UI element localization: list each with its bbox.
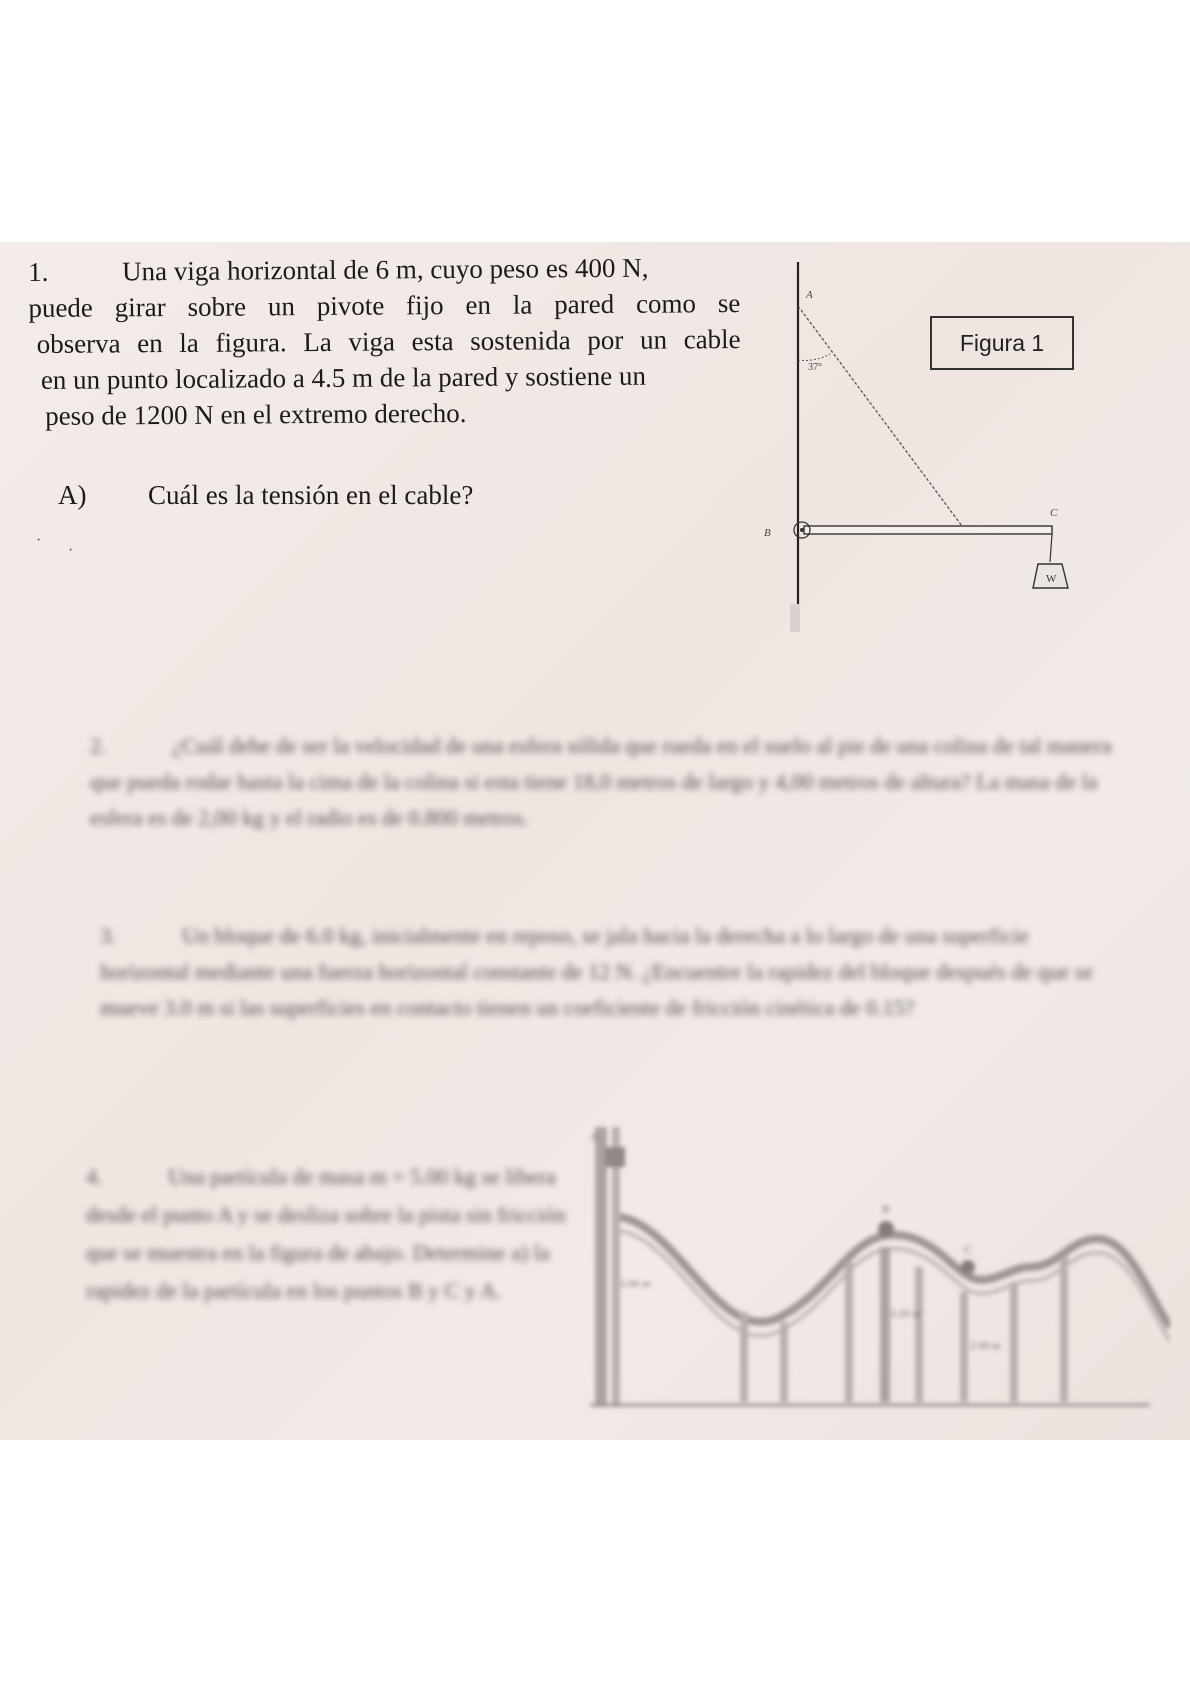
problem-4-track-figure — [590, 1117, 1170, 1417]
problem-1-line-1: 1. Una viga horizontal de 6 m, cuyo peso es 400 N, — [28, 249, 740, 290]
problem-1-statement — [28, 249, 741, 434]
problem-3-text: Un bloque de 6.0 kg, inicialmente en reposo, se jala hacia la derecha a lo largo de una superficie horizontal mediante una fuerza horizontal constante de 12 N. ¿Encuentre la rapidez del bloque después de que se mueve 3.0 m si las superficies en contacto tienen un coeficiente de fricción cinética de 0.15? — [100, 923, 1094, 1020]
problem-1-number: 1. — [28, 256, 49, 287]
track-height-b: 3.20 m — [890, 1308, 921, 1320]
question-a — [58, 480, 473, 511]
problem-2-text: ¿Cuál debe de ser la velocidad de una esfera sólida que rueda en el suelo al pie de una colina de tal manera que pueda rodar hasta la cima de la colina si esta tiene 18,0 metros de largo y 4,00 metros de altura? La masa de la esfera es de 2,00 kg y el radio es de 0.800 metros. — [90, 733, 1112, 830]
problem-3-number: 3. — [100, 923, 117, 948]
question-a-letter: A) — [58, 480, 87, 510]
stray-mark: · — [36, 532, 42, 549]
track-label-b: B — [882, 1202, 891, 1216]
track-height-c: 2.00 m — [970, 1340, 1001, 1352]
problem-2-number: 2. — [90, 733, 107, 758]
question-a-text: Cuál es la tensión en el cable? — [148, 480, 474, 510]
problem-1-line-2: puede girar sobre un pivote fijo en la pared como se — [28, 288, 741, 323]
problem-1-line-4: en un punto localizado a 4.5 m de la pared y sostiene un — [40, 360, 647, 395]
label-a: A — [806, 289, 813, 301]
problem-4-statement — [86, 1158, 566, 1310]
track-height-a: 5.00 m — [620, 1278, 651, 1290]
label-c: C — [1050, 507, 1058, 519]
problem-3-statement — [100, 918, 1120, 1026]
label-b: B — [764, 527, 771, 539]
photo-of-exam-sheet — [0, 242, 1190, 1440]
weight-label: W — [1046, 573, 1057, 585]
angle-label: 37° — [808, 362, 822, 373]
problem-1-line-5: peso de 1200 N en el extremo derecho. — [45, 397, 467, 431]
problem-4-text: Una partícula de masa m = 5.00 kg se libera desde el punto A y se desliza sobre la pista sin fricción que se muestra en la figura de abajo. Determine a) la rapidez de la partícula en los puntos B y C y A. — [86, 1164, 566, 1303]
track-label-a: A — [590, 1130, 599, 1144]
problem-1-line-3: observa en la figura. La viga esta sostenida por un cable — [36, 324, 741, 359]
stray-mark: · — [68, 542, 74, 559]
problem-4-number: 4. — [86, 1164, 103, 1189]
figure-1-caption: Figura 1 — [930, 316, 1074, 370]
track-label-c: C — [964, 1242, 973, 1256]
problem-2-statement — [90, 728, 1120, 836]
